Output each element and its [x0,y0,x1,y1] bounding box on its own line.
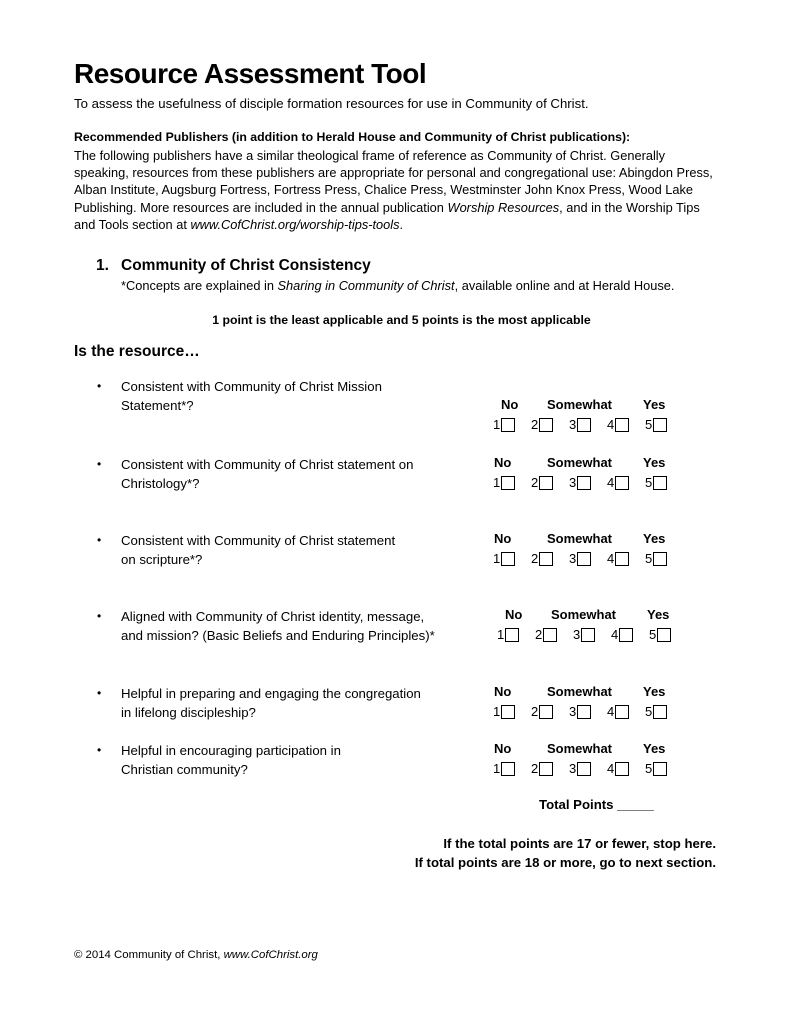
rating-option-4[interactable] [607,415,645,433]
page-title: Resource Assessment Tool [74,58,427,89]
rating-label-low: No [494,531,512,546]
checkbox[interactable] [653,762,667,776]
rating-number: 2 [531,417,539,432]
rating-option-1[interactable] [493,702,531,720]
total-points-blank[interactable]: _____ [617,797,654,812]
question-line: Consistent with Community of Christ Mission [121,379,382,394]
rating-option-1[interactable] [497,625,535,643]
question-line: Helpful in preparing and engaging the congregation [121,686,421,701]
rating-label-mid: Somewhat [547,397,613,412]
rating-number: 5 [645,704,653,719]
rating-number: 5 [645,551,653,566]
worship-resources-title: Worship Resources [447,199,560,215]
instruction-stop: If the total points are 17 or fewer, stop here. [443,836,716,851]
rating-label-mid: Somewhat [547,531,613,546]
rating-options [497,625,687,643]
question-text [121,741,466,779]
checkbox[interactable] [619,628,633,642]
checkbox[interactable] [653,705,667,719]
rating-number: 1 [497,627,505,642]
question-line: Consistent with Community of Christ statement on [121,457,414,472]
rating-labels [493,397,683,414]
rating-label-mid: Somewhat [551,607,617,622]
checkbox[interactable] [539,762,553,776]
rating-option-1[interactable] [493,759,531,777]
question-line: and mission? (Basic Beliefs and Enduring Principles)* [121,628,435,643]
question-line: Consistent with Community of Christ statement [121,533,396,548]
rating-option-3[interactable] [569,473,607,491]
rating-label-mid: Somewhat [547,455,613,470]
rating-option-4[interactable] [607,759,645,777]
rating-number: 3 [573,627,581,642]
instruction-continue: If total points are 18 or more, go to next section. [414,855,716,870]
rating-label-low: No [505,607,523,622]
rating-option-3[interactable] [569,415,607,433]
rating-number: 4 [607,475,615,490]
checkbox[interactable] [581,628,595,642]
rating-number: 2 [531,704,539,719]
rating-number: 1 [493,417,501,432]
checkbox[interactable] [657,628,671,642]
checkbox[interactable] [577,762,591,776]
rating-option-4[interactable] [611,625,649,643]
publishers-text: The following publishers have a similar theological frame of reference as Community of Christ. Generally speaking, resources from these publishers are appropriate for personal and congregational use: Abingdon Press, Alban Institute, Augsburg Fortress, Fortress Press, Chalice Press, Westminster John Knox Press, Wood Lake Publishing. More resources are included in the annual publication [74,148,713,215]
bullet-icon: • [97,743,102,757]
publishers-text: . [399,216,404,232]
rating-label-high: Yes [643,397,666,412]
checkbox[interactable] [539,552,553,566]
rating-number: 3 [569,417,577,432]
rating-scale [497,607,687,643]
book-title: Sharing in Community of Christ [277,278,455,293]
section-number: 1. [96,257,109,274]
rating-scale [493,684,683,720]
rating-number: 2 [531,761,539,776]
checkbox[interactable] [501,552,515,566]
section-title: Community of Christ Consistency [121,257,371,274]
checkbox[interactable] [615,418,629,432]
rating-number: 5 [645,475,653,490]
rating-option-5[interactable] [645,759,683,777]
checkbox[interactable] [577,418,591,432]
rating-label-low: No [494,455,512,470]
question-line: Helpful in encouraging participation in [121,743,341,758]
rating-number: 5 [649,627,657,642]
rating-number: 2 [535,627,543,642]
checkbox[interactable] [501,476,515,490]
rating-number: 3 [569,761,577,776]
rating-labels [493,455,683,472]
question-line: Aligned with Community of Christ identity, message, [121,609,425,624]
checkbox[interactable] [615,552,629,566]
bullet-icon: • [97,686,102,700]
rating-number: 5 [645,761,653,776]
rating-option-5[interactable] [645,702,683,720]
checkbox[interactable] [539,476,553,490]
checkbox[interactable] [615,476,629,490]
bullet-icon: • [97,379,102,393]
prompt-heading: Is the resource… [74,343,200,360]
rating-label-mid: Somewhat [547,741,613,756]
checkbox[interactable] [653,476,667,490]
question-line: on scripture*? [121,552,203,567]
bullet-icon: • [97,533,102,547]
question-line: in lifelong discipleship? [121,705,256,720]
question-text [121,455,466,493]
rating-label-high: Yes [643,741,666,756]
total-points-label: Total Points [539,797,614,812]
checkbox[interactable] [577,705,591,719]
rating-options [493,549,683,567]
rating-number: 4 [611,627,619,642]
publishers-text: , and in the Worship Tips and Tools section at [74,199,700,232]
rating-option-2[interactable] [531,473,569,491]
question-text [121,531,466,569]
checkbox[interactable] [501,762,515,776]
footer [74,949,318,961]
rating-scale [493,397,683,433]
note-text: , available online and at Herald House. [454,278,675,293]
section-note [121,278,674,293]
checkbox[interactable] [539,418,553,432]
rating-number: 1 [493,551,501,566]
rating-option-4[interactable] [607,549,645,567]
question-line: Christian community? [121,762,248,777]
question-line: Christology*? [121,476,200,491]
rating-number: 1 [493,704,501,719]
rating-number: 3 [569,704,577,719]
copyright-text: © 2014 Community of Christ, [74,949,224,961]
rating-number: 1 [493,475,501,490]
rating-options [493,415,683,433]
checkbox[interactable] [653,552,667,566]
rating-number: 4 [607,761,615,776]
question-text [121,377,466,415]
rating-option-4[interactable] [607,702,645,720]
checkbox[interactable] [501,705,515,719]
rating-label-mid: Somewhat [547,684,613,699]
rating-labels [493,684,683,701]
rating-option-1[interactable] [493,549,531,567]
rating-option-1[interactable] [493,415,531,433]
question-line: Statement*? [121,398,194,413]
checkbox[interactable] [577,476,591,490]
rating-option-3[interactable] [569,549,607,567]
rating-scale [493,741,683,777]
rating-option-4[interactable] [607,473,645,491]
checkbox[interactable] [543,628,557,642]
checkbox[interactable] [501,418,515,432]
rating-option-3[interactable] [569,759,607,777]
checkbox[interactable] [615,705,629,719]
rating-options [493,702,683,720]
rating-option-1[interactable] [493,473,531,491]
rating-options [493,759,683,777]
rating-labels [493,531,683,548]
checkbox[interactable] [505,628,519,642]
checkbox[interactable] [577,552,591,566]
checkbox[interactable] [539,705,553,719]
rating-number: 1 [493,761,501,776]
rating-label-high: Yes [643,531,666,546]
rating-number: 2 [531,551,539,566]
rating-labels [493,741,683,758]
rating-option-2[interactable] [531,415,569,433]
rating-option-3[interactable] [569,702,607,720]
rating-label-high: Yes [643,684,666,699]
rating-number: 3 [569,475,577,490]
rating-number: 4 [607,417,615,432]
total-points[interactable] [539,797,654,812]
rating-option-5[interactable] [649,625,687,643]
rating-scale [493,531,683,567]
rating-label-low: No [501,397,519,412]
rating-label-low: No [494,684,512,699]
rating-option-2[interactable] [531,759,569,777]
footer-link[interactable]: www.CofChrist.org [223,949,318,961]
rating-number: 4 [607,551,615,566]
rating-option-5[interactable] [645,549,683,567]
checkbox[interactable] [653,418,667,432]
rating-label-low: No [494,741,512,756]
rating-number: 4 [607,704,615,719]
rating-number: 2 [531,475,539,490]
rating-option-2[interactable] [531,549,569,567]
bullet-icon: • [97,609,102,623]
worship-tips-link[interactable]: www.CofChrist.org/worship-tips-tools [190,216,400,232]
rating-option-5[interactable] [645,415,683,433]
publishers-heading: Recommended Publishers (in addition to Herald House and Community of Christ publications): [74,130,631,144]
rating-option-3[interactable] [573,625,611,643]
publishers-paragraph [74,147,714,233]
scale-note: 1 point is the least applicable and 5 points is the most applicable [212,313,591,327]
rating-labels [497,607,687,624]
rating-options [493,473,683,491]
question-text [121,607,466,645]
rating-option-5[interactable] [645,473,683,491]
rating-label-high: Yes [643,455,666,470]
bullet-icon: • [97,457,102,471]
question-text [121,684,466,722]
rating-scale [493,455,683,491]
checkbox[interactable] [615,762,629,776]
page-subtitle: To assess the usefulness of disciple formation resources for use in Community of Christ. [74,96,589,111]
rating-option-2[interactable] [535,625,573,643]
rating-option-2[interactable] [531,702,569,720]
note-text: *Concepts are explained in [121,278,278,293]
rating-number: 5 [645,417,653,432]
rating-number: 3 [569,551,577,566]
rating-label-high: Yes [647,607,670,622]
